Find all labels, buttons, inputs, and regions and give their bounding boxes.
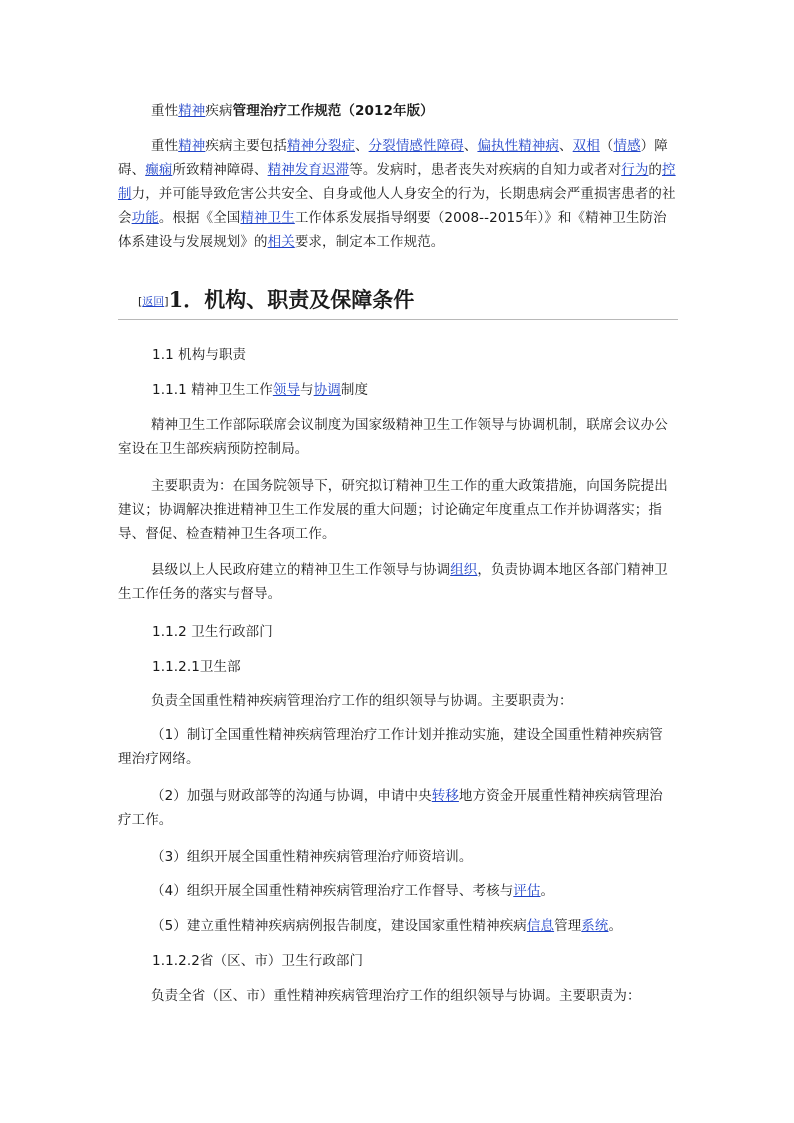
link-related[interactable]: 相关 [267, 234, 295, 250]
subsection-text: 制度 [340, 382, 369, 398]
list-item-1: （1）制订全国重性精神疾病管理治疗工作计划并推动实施，建设全国重性精神疾病管理治疗网络。 [118, 727, 663, 767]
link-jingshen[interactable]: 精神 [178, 138, 206, 154]
list-item-text: 。 [608, 918, 623, 934]
link-control[interactable]: 控制 [118, 162, 676, 202]
heading-divider [118, 319, 678, 320]
intro-text: 等。发病时，患者丧失对疾病的自知力或者对 [349, 162, 622, 178]
intro-text: 、 [463, 138, 478, 154]
document-title [118, 99, 676, 123]
subsection-text: 与 [300, 382, 314, 398]
intro-text: ）障碍、 [118, 138, 668, 178]
link-evaluation[interactable]: 评估 [513, 883, 541, 899]
link-epilepsy[interactable]: 癫痫 [145, 162, 173, 178]
paragraph-ministry: 负责全国重性精神疾病管理治疗工作的组织领导与协调。主要职责为： [151, 693, 573, 709]
list-item-5 [118, 914, 676, 938]
subsection-1-1: 1.1 机构与职责 [152, 347, 247, 363]
intro-text: 、 [559, 138, 573, 154]
intro-text: 重性 [151, 138, 179, 154]
link-system[interactable]: 系统 [581, 918, 609, 934]
section-heading [138, 284, 678, 314]
intro-text: 工作体系发展指导纲要（2008--2015年）》和《精神卫生防治体系建设与发展规划》的 [118, 210, 667, 250]
list-item-text: 管理 [554, 918, 582, 934]
link-schizophrenia[interactable]: 精神分裂症 [287, 138, 356, 154]
paragraph-text: 县级以上人民政府建立的精神卫生工作领导与协调 [151, 562, 451, 578]
link-jingshen[interactable]: 精神 [178, 103, 206, 119]
intro-text: 要求，制定本工作规范。 [294, 234, 445, 250]
subsection-1-1-1 [152, 378, 676, 402]
title-text: 管理治疗工作规范（2012年版） [232, 103, 434, 119]
list-item-4 [118, 879, 676, 903]
intro-paragraph [118, 134, 676, 254]
list-item-text: 地方资金开展重性精神疾病管理治疗工作。 [118, 788, 663, 828]
intro-text: 的 [648, 162, 663, 178]
link-information[interactable]: 信息 [526, 918, 555, 934]
back-bracket: ] [164, 295, 169, 308]
intro-text: 疾病主要包括 [205, 138, 288, 154]
intro-text: （ [599, 138, 614, 154]
link-leadership[interactable]: 领导 [272, 382, 301, 398]
list-item-text: （2）加强与财政部等的沟通与协调，申请中央 [151, 788, 432, 804]
link-affective[interactable]: 情感 [613, 138, 641, 154]
link-bipolar[interactable]: 双相 [572, 138, 600, 154]
intro-text: 。根据《全国 [158, 210, 241, 226]
list-item-text: （5）建立重性精神疾病病例报告制度，建设国家重性精神疾病 [151, 918, 527, 934]
back-bracket: [ [138, 295, 143, 308]
paragraph-county [118, 558, 676, 606]
back-link-wrapper [138, 295, 169, 308]
link-mental-health[interactable]: 精神卫生 [240, 210, 295, 226]
list-item-3: （3）组织开展全国重性精神疾病管理治疗师资培训。 [151, 849, 473, 865]
link-organization[interactable]: 组织 [450, 562, 478, 578]
intro-text: 、 [355, 138, 369, 154]
subsection-1-1-2: 1.1.2 卫生行政部门 [152, 624, 273, 640]
link-coordination[interactable]: 协调 [313, 382, 341, 398]
paragraph-main-duties: 主要职责为：在国务院领导下，研究拟订精神卫生工作的重大政策措施，向国务院提出建议；协调解决推进精神卫生工作发展的重大问题；讨论确定年度重点工作并协调落实；指导、督促、检查精神卫生各项工作。 [118, 478, 668, 542]
list-item-text: 。 [540, 883, 555, 899]
link-behavior[interactable]: 行为 [621, 162, 649, 178]
subsection-text: 1.1.1 精神卫生工作 [152, 382, 273, 398]
link-mental-retardation[interactable]: 精神发育迟滞 [267, 162, 350, 178]
title-text: 疾病 [205, 103, 233, 119]
subsection-1-1-2-1: 1.1.2.1卫生部 [152, 659, 241, 675]
link-transfer[interactable]: 转移 [431, 788, 459, 804]
link-paranoid-psychosis[interactable]: 偏执性精神病 [477, 138, 560, 154]
link-schizoaffective[interactable]: 分裂情感性障碍 [368, 138, 464, 154]
subsection-1-1-2-2: 1.1.2.2省（区、市）卫生行政部门 [152, 953, 364, 969]
section-heading-text: 1．机构、职责及保障条件 [168, 287, 415, 312]
back-link[interactable]: 返回 [142, 295, 165, 308]
intro-text: 所致精神障碍、 [172, 162, 268, 178]
title-text: 重性 [151, 103, 179, 119]
list-item-2 [118, 784, 676, 832]
link-function[interactable]: 功能 [131, 210, 159, 226]
paragraph-text: ，负责协调本地区各部门精神卫生工作任务的落实与督导。 [118, 562, 668, 602]
list-item-text: （4）组织开展全国重性精神疾病管理治疗工作督导、考核与 [151, 883, 514, 899]
intro-text: 力，并可能导致危害公共安全、自身或他人人身安全的行为，长期患病会严重损害患者的社会 [118, 186, 676, 226]
paragraph-province: 负责全省（区、市）重性精神疾病管理治疗工作的组织领导与协调。主要职责为： [151, 988, 641, 1004]
paragraph-joint-meeting: 精神卫生工作部际联席会议制度为国家级精神卫生工作领导与协调机制，联席会议办公室设在卫生部疾病预防控制局。 [118, 417, 668, 457]
